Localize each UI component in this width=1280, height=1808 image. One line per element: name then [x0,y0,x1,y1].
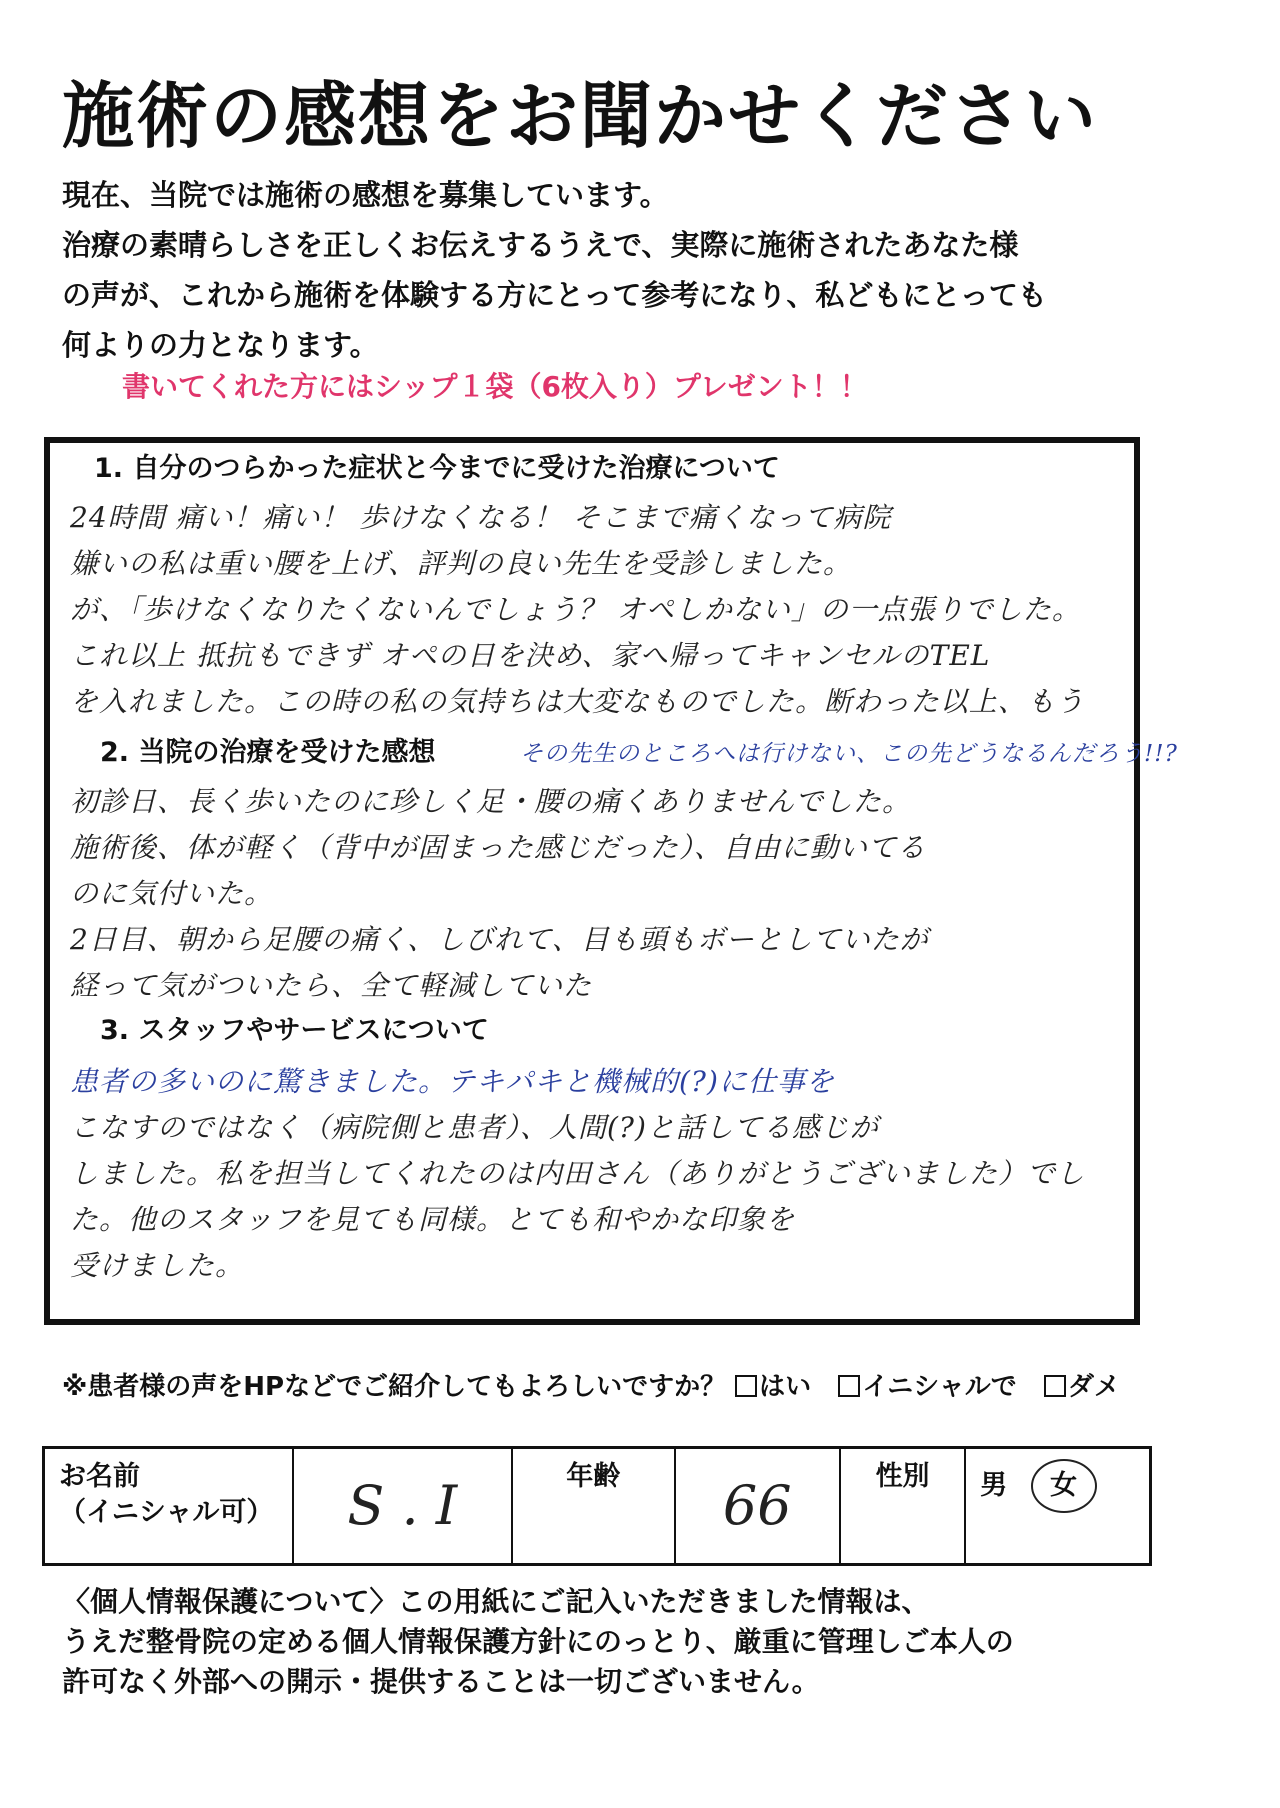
section-2-heading: 2. 当院の治療を受けた感想 [100,737,436,768]
name-label-cell [44,1448,293,1565]
handwritten-line: を入れました。この時の私の気持ちは大変なものでした。断わった以上、もう [70,685,1085,718]
handwritten-line: 施術後、体が軽く（背中が固まった感じだった）、自由に動いてる [70,831,927,864]
handwritten-line: こなすのではなく（病院側と患者）、人間(?)と話してる感じが [70,1111,879,1144]
handwritten-line: 初診日、長く歩いたのに珍しく足・腰の痛くありませんでした。 [70,785,912,818]
handwritten-line: 2日目、朝から足腰の痛く、しびれて、目も頭もボーとしていたが [70,923,929,956]
gender-male: 男 [980,1470,1008,1501]
name-label: お名前 [59,1461,140,1492]
consent-option-no[interactable]: ダメ [1044,1372,1120,1402]
gender-options[interactable] [965,1448,1150,1565]
intro-text [62,170,1242,370]
section-2-answer [70,779,929,1009]
intro-line: 治療の素晴らしさを正しくお伝えするうえで、実際に施術されたあなた様 [62,228,1019,262]
handwritten-line: 24時間 痛い！痛い！ 歩けなくなる！ そこまで痛くなって病院 [70,501,892,534]
privacy-line: 許可なく外部への開示・提供することは一切ございません。 [62,1665,820,1698]
handwritten-line: 嫌いの私は重い腰を上げ、評判の良い先生を受診しました。 [70,547,852,580]
survey-box [44,437,1178,1325]
privacy-line: 〈個人情報保護について〉この用紙にご記入いただきました情報は、 [62,1585,930,1618]
handwritten-line: た。他のスタッフを見ても同様。とても和やかな印象を [70,1203,796,1236]
handwritten-line: のに気付いた。 [70,877,274,910]
checkbox-icon [735,1375,757,1397]
consent-question: ※患者様の声をHPなどでご紹介してもよろしいですか？ [62,1372,727,1402]
handwritten-line: 受けました。 [70,1249,245,1282]
handwritten-line: しました。私を担当してくれたのは内田さん（ありがとうございました）でし [70,1157,1086,1190]
handwritten-line: 患者の多いのに驚きました。テキパキと機械的(?)に仕事を [70,1065,835,1098]
age-label: 年齢 [512,1448,675,1565]
intro-line: 何よりの力となります。 [62,328,379,362]
section-1-answer [70,495,1085,725]
name-value[interactable]: S . I [293,1448,512,1565]
present-offer: 書いてくれた方にはシップ１袋（6枚入り）プレゼント！！ [122,370,868,403]
intro-line: 現在、当院では施術の感想を募集しています。 [62,178,669,212]
gender-female-circled: 女 [1031,1459,1097,1513]
section-3-heading: 3. スタッフやサービスについて [100,1015,489,1046]
patient-info-table [42,1446,1152,1566]
handwritten-line: が、「歩けなくなりたくないんでしょう？ オペしかない」の一点張りでした。 [70,593,1081,626]
consent-option-yes[interactable]: はい [735,1372,811,1402]
checkbox-icon [838,1375,860,1397]
section-1-continuation: その先生のところへは行けない、この先どうなるんだろう!!? [520,741,1178,767]
consent-option-initial[interactable]: イニシャルで [838,1372,1016,1402]
age-value[interactable]: 66 [675,1448,840,1565]
handwritten-line: 経って気がついたら、全て軽減していた [70,969,593,1002]
privacy-line: うえだ整骨院の定める個人情報保護方針にのっとり、厳重に管理しご本人の [62,1625,1014,1658]
hp-consent [62,1365,1222,1409]
handwritten-line: これ以上 抵抗もできず オペの日を決め、家へ帰ってキャンセルのTEL [70,639,991,672]
section-3-answer [70,1059,1085,1289]
section-1-heading: 1. 自分のつらかった症状と今までに受けた治療について [94,453,780,484]
privacy-notice [62,1582,1242,1702]
page-title: 施術の感想をお聞かせください [62,74,1099,158]
name-label-note: （イニシャル可） [59,1497,274,1528]
gender-label: 性別 [840,1448,965,1565]
checkbox-icon [1044,1375,1066,1397]
intro-line: の声が、これから施術を体験する方にとって参考になり、私どもにとっても [62,278,1047,312]
